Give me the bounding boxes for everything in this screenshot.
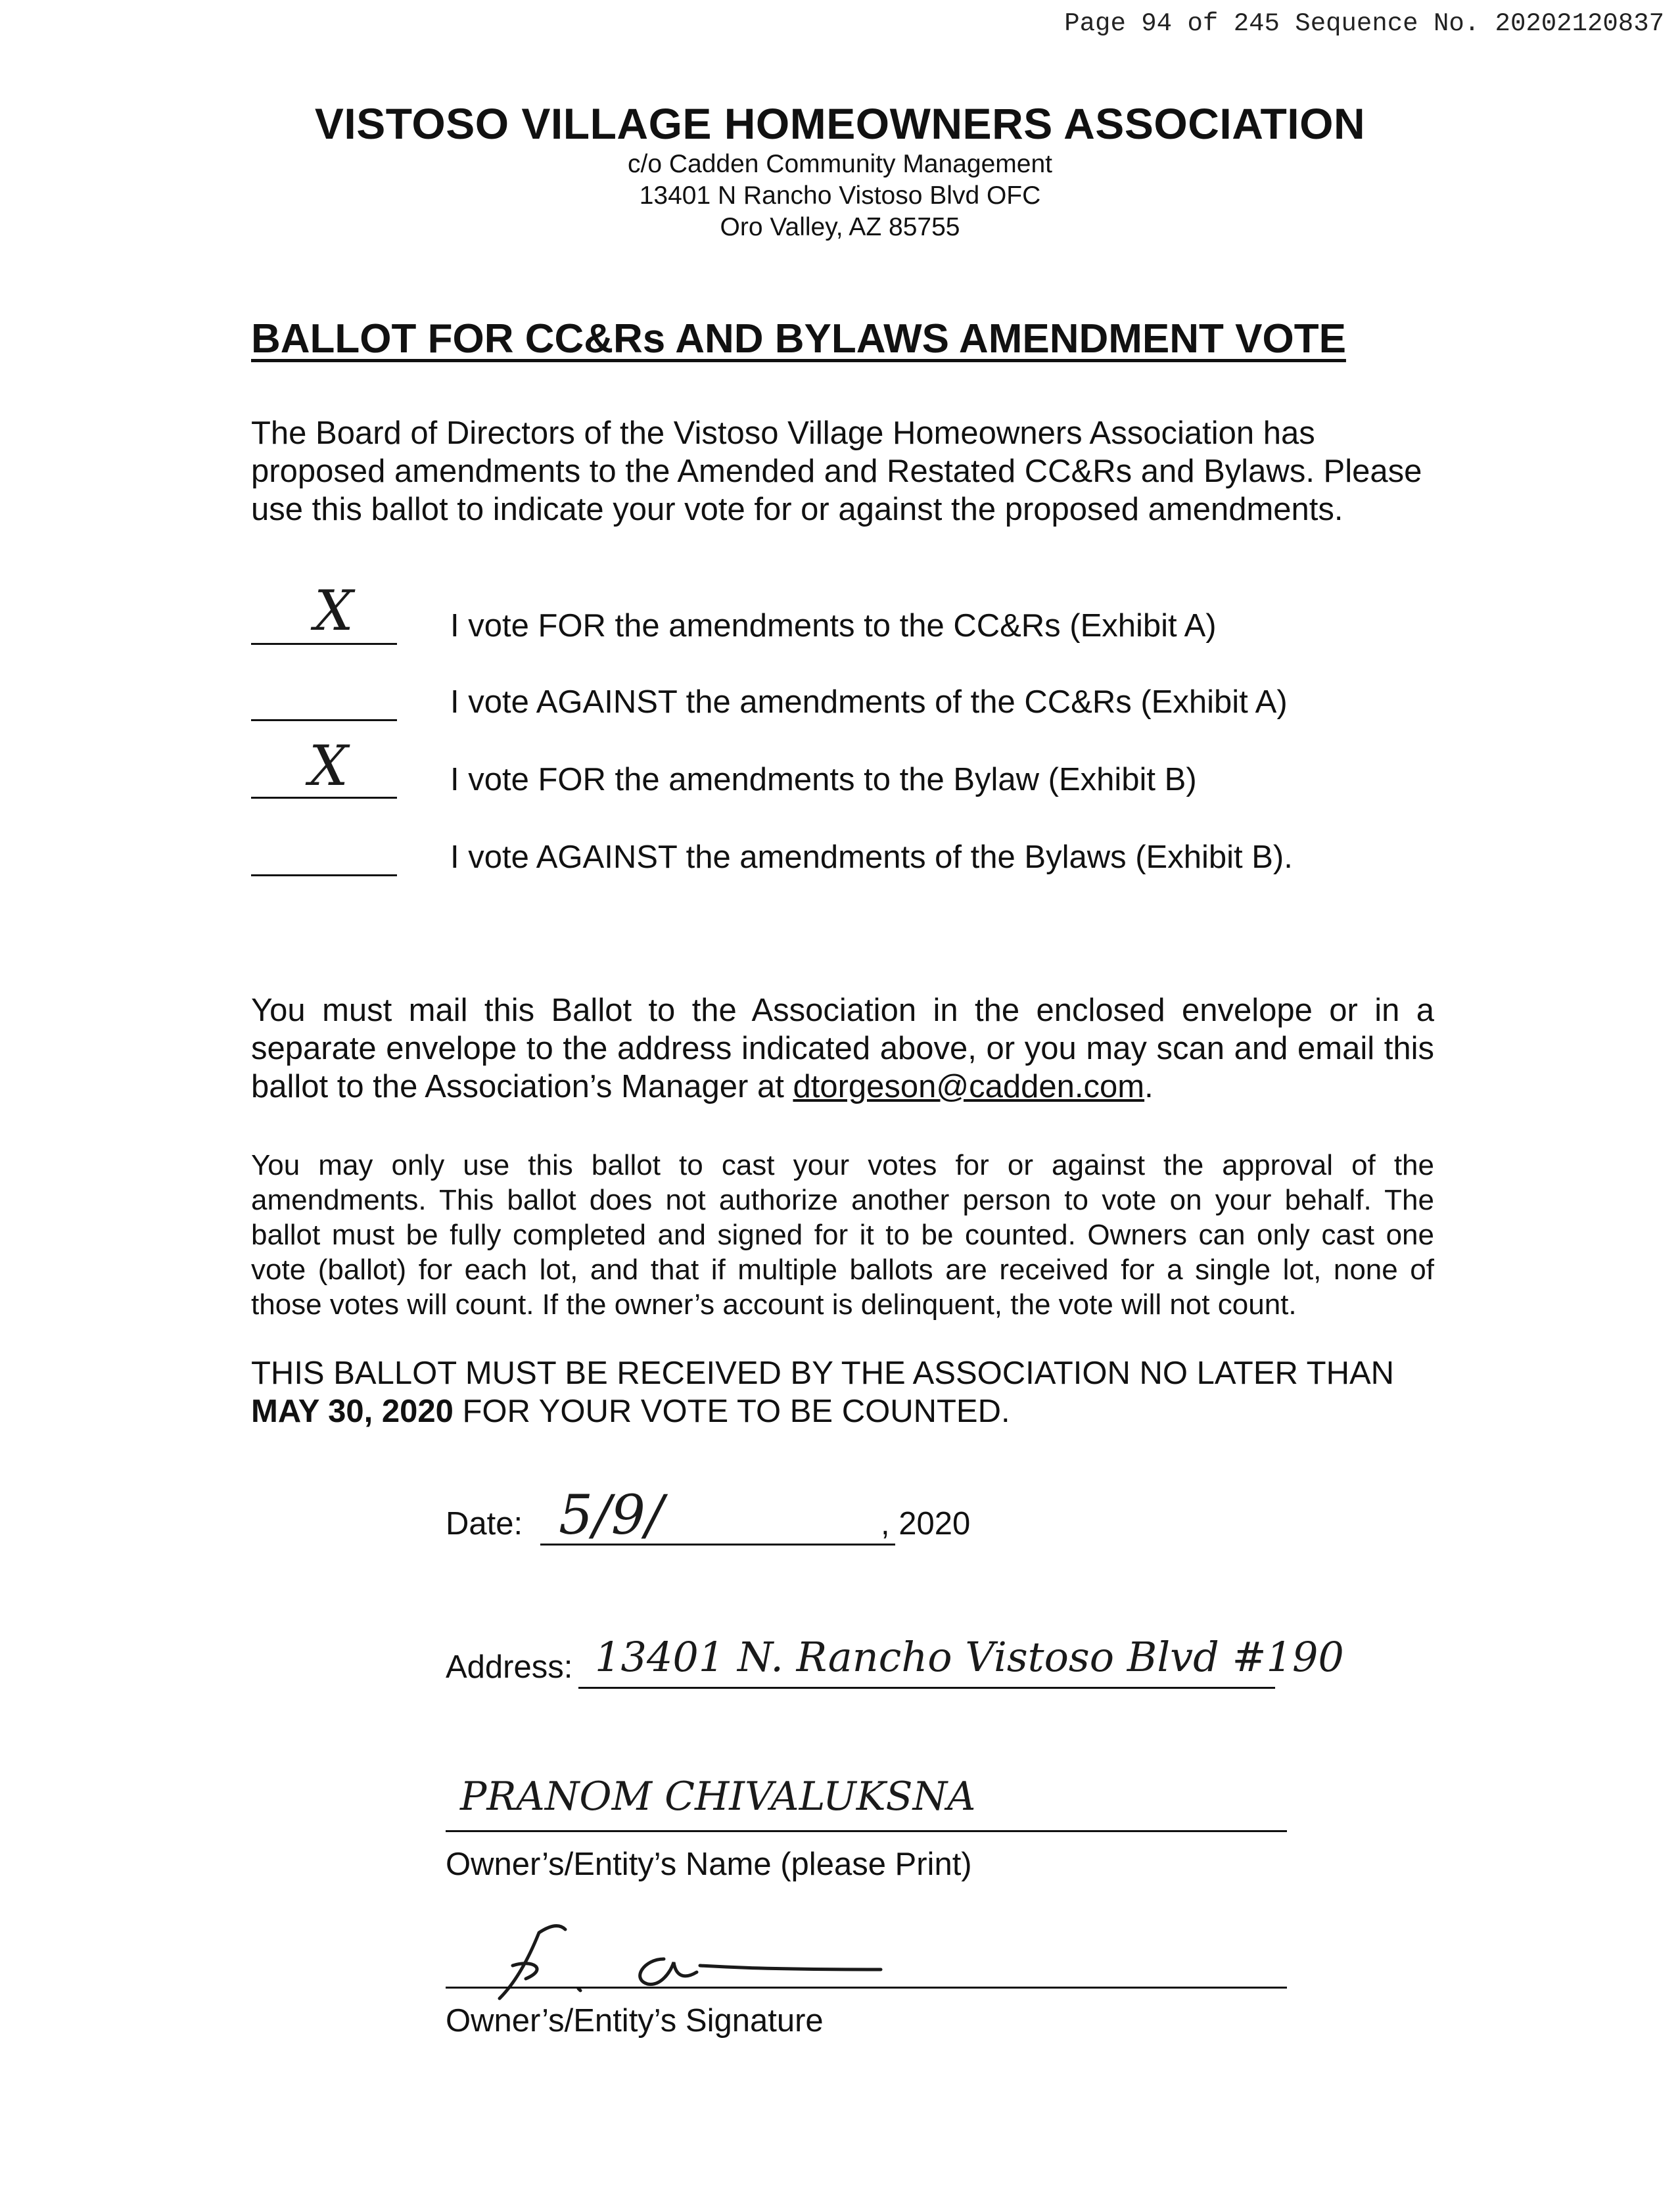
date-label: Date:	[446, 1506, 523, 1542]
deadline-date: MAY 30, 2020	[251, 1394, 454, 1429]
signature-label: Owner’s/Entity’s Signature	[446, 2003, 824, 2039]
mail-instructions-text: You must mail this Ballot to the Association in the enclosed envelope or in a separate envelope to the address indicated above, or you may scan and email this ballot to the Association’s Manager at	[251, 993, 1434, 1104]
signature-line[interactable]	[446, 1987, 1287, 1989]
vote-option-against-bylaws: I vote AGAINST the amendments of the Bylaws (Exhibit B).	[450, 839, 1293, 875]
vote-mark-for-bylaws[interactable]: X	[309, 734, 348, 798]
date-field-value[interactable]: 5/9/	[559, 1484, 664, 1547]
mail-instructions-suffix: .	[1144, 1069, 1154, 1104]
care-of-line: c/o Cadden Community Management	[628, 150, 1052, 178]
vote-line-against-ccrs[interactable]	[251, 719, 397, 721]
deadline-notice	[251, 1354, 1434, 1430]
vote-line-against-bylaws[interactable]	[251, 874, 397, 876]
vote-line-for-ccrs[interactable]	[251, 643, 397, 645]
city-state-zip: Oro Valley, AZ 85755	[720, 213, 960, 241]
address-field-line[interactable]	[578, 1687, 1275, 1689]
street-address: 13401 N Rancho Vistoso Blvd OFC	[639, 181, 1041, 210]
address-field-value[interactable]: 13401 N. Rancho Vistoso Blvd #190	[595, 1633, 1344, 1681]
owner-signature[interactable]	[486, 1906, 894, 2005]
address-label: Address:	[446, 1649, 573, 1685]
vote-mark-for-ccrs[interactable]: X	[314, 578, 354, 643]
manager-email-link[interactable]: dtorgeson@cadden.com	[793, 1069, 1145, 1104]
terms-paragraph: You may only use this ballot to cast your votes for or against the approval of the amendments. This ballot does not authorize another person to vote on your behalf. The ballot must be fully completed and signed for it to be counted. Owners can only cast one vote (ballot) for each lot, and that if multiple ballots are received for a single lot, none of those votes will count. If the owner’s account is delinquent, the vote will not count.	[251, 1149, 1434, 1321]
vote-line-for-bylaws[interactable]	[251, 797, 397, 799]
date-year: , 2020	[881, 1506, 971, 1542]
deadline-suffix: FOR YOUR VOTE TO BE COUNTED.	[462, 1394, 1010, 1429]
vote-option-for-ccrs: I vote FOR the amendments to the CC&Rs (Exhibit A)	[450, 608, 1217, 644]
ballot-title: BALLOT FOR CC&Rs AND BYLAWS AMENDMENT VOTE	[251, 316, 1346, 362]
owner-name-value[interactable]: PRANOM CHIVALUKSNA	[460, 1774, 976, 1820]
deadline-prefix: THIS BALLOT MUST BE RECEIVED BY THE ASSOCIATION NO LATER THAN	[251, 1356, 1395, 1391]
page-sequence-stamp: Page 94 of 245 Sequence No. 20202120837	[1064, 9, 1664, 38]
owner-name-line[interactable]	[446, 1830, 1287, 1832]
organization-name: VISTOSO VILLAGE HOMEOWNERS ASSOCIATION	[314, 99, 1366, 148]
intro-paragraph: The Board of Directors of the Vistoso Village Homeowners Association has proposed amendments to the Amended and Restated CC&Rs and Bylaws. Please use this ballot to indicate your vote for or against the proposed amendments.	[251, 415, 1422, 527]
mail-instructions	[251, 991, 1434, 1106]
owner-name-label: Owner’s/Entity’s Name (please Print)	[446, 1847, 972, 1882]
vote-option-against-ccrs: I vote AGAINST the amendments of the CC&Rs (Exhibit A)	[450, 684, 1288, 720]
vote-option-for-bylaws: I vote FOR the amendments to the Bylaw (Exhibit B)	[450, 762, 1197, 797]
